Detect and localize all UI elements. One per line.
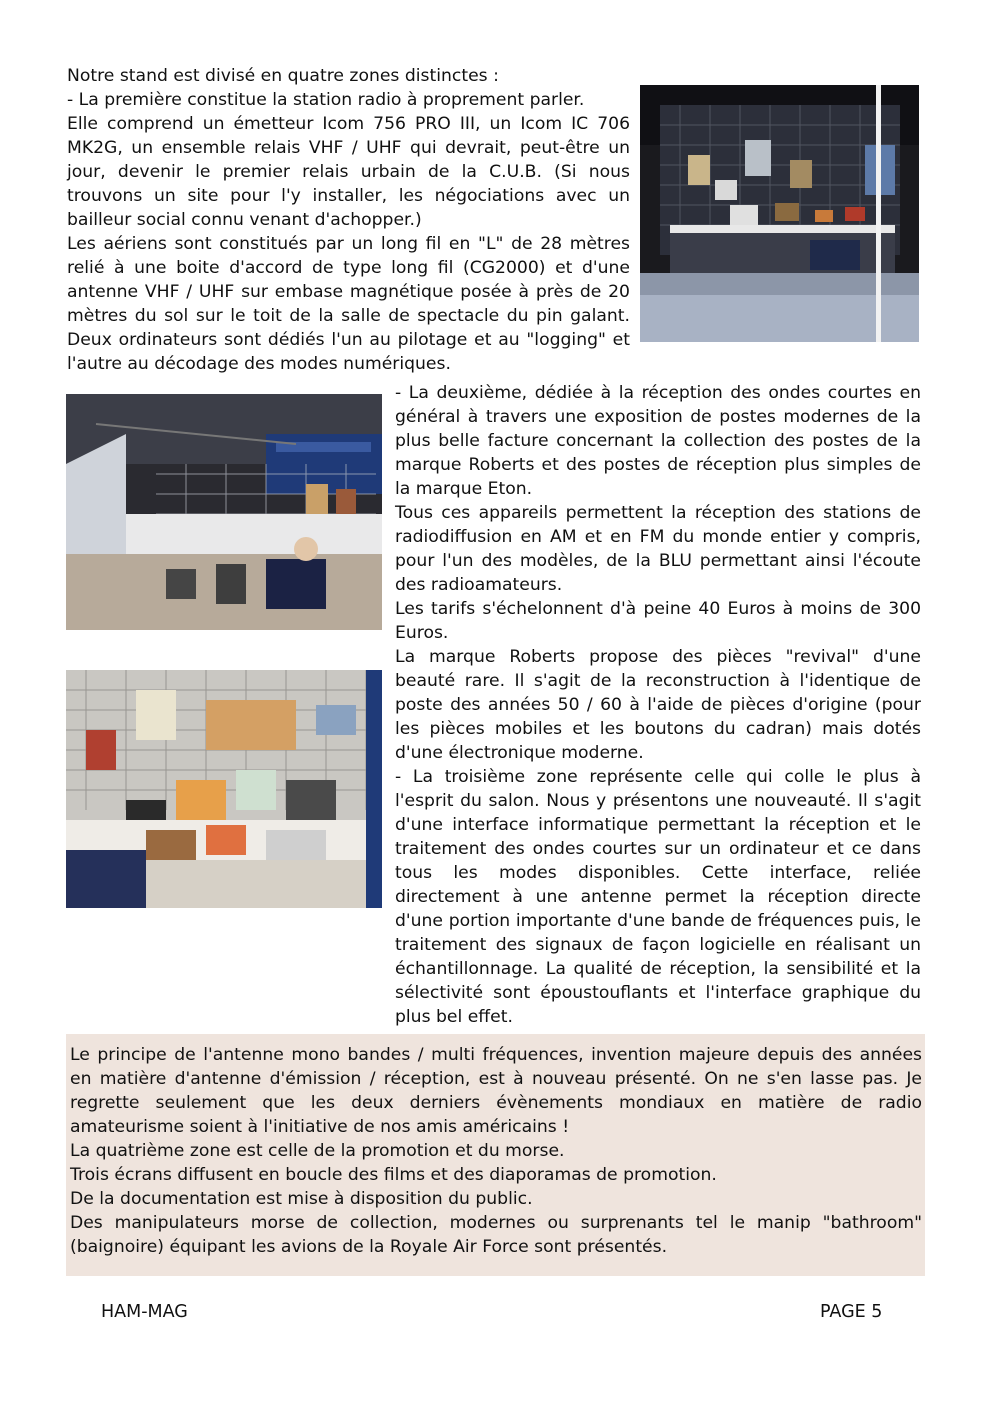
highlight-box: [66, 1034, 925, 1276]
photo-radio-station: [640, 85, 919, 342]
paragraph: - La première constitue la station radio à proprement parler.: [67, 90, 585, 110]
paragraph: - La troisième zone représente celle qui colle le plus à l'esprit du salon. Nous y présentons une nouveauté. Il s'agit d'une interface informatique permettant la réception et le traitement des ondes courtes sur un ordinateur et ce dans tous les modes disponibles. Cette interface, reliée directement à une antenne permet la réception directe d'une portion importante d'une bande de fréquences puis, le traitement des signaux de façon logicielle en réalisant un échantillonnage. La qualité de réception, la sensibilité et la sélectivité sont époustouflants et l'interface graphique du plus bel effet.: [395, 767, 921, 1027]
footer-left: HAM-MAG: [101, 1302, 188, 1322]
paragraph: La quatrième zone est celle de la promotion et du morse.: [70, 1141, 565, 1161]
paragraph: Notre stand est divisé en quatre zones distinctes :: [67, 66, 499, 86]
paragraph: De la documentation est mise à disposition du public.: [70, 1189, 533, 1209]
highlight-box-text: [70, 1043, 922, 1259]
paragraph: La marque Roberts propose des pièces "revival" d'une beauté rare. Il s'agit de la reconstruction à l'identique de poste des années 50 / 60 à l'aide de pièces d'origine (pour les pièces mobiles et les boutons du cadran) mais dotés d'une électronique moderne.: [395, 647, 921, 763]
paragraph: Les tarifs s'échelonnent d'à peine 40 Euros à moins de 300 Euros.: [395, 599, 921, 643]
paragraph: Trois écrans diffusent en boucle des films et des diaporamas de promotion.: [70, 1165, 717, 1185]
zone2-3-text: [395, 381, 921, 1029]
photo-receivers-display: [66, 670, 382, 908]
paragraph: Tous ces appareils permettent la réception des stations de radiodiffusion en AM et en FM du monde entier y compris, pour l'un des modèles, de la BLU permettant ainsi l'écoute des radioamateurs.: [395, 503, 921, 595]
footer-page-number: PAGE 5: [820, 1302, 883, 1322]
paragraph: Les aériens sont constitués par un long fil en "L" de 28 mètres relié à une boite d'accord de type long fil (CG2000) et d'une antenne VHF / UHF sur embase magnétique posée à près de 20 mètres du sol sur le toit de la salle de spectacle du pin galant. Deux ordinateurs sont dédiés l'un au pilotage et au "logging" et l'autre au décodage des modes numériques.: [67, 234, 630, 374]
paragraph: Le principe de l'antenne mono bandes / multi fréquences, invention majeure depuis des années en matière d'antenne d'émission / réception, est à nouveau présenté. On ne s'en lasse pas. Je regrette seulement que les deux derniers évènements mondiaux en matière de radio amateurisme soient à l'initiative de nos amis américains !: [70, 1045, 922, 1137]
paragraph: Des manipulateurs morse de collection, modernes ou surprenants tel le manip "bathroom" (baignoire) équipant les avions de la Royale Air Force sont présentés.: [70, 1213, 922, 1257]
zone1-text: [67, 64, 630, 376]
paragraph: - La deuxième, dédiée à la réception des ondes courtes en général à travers une exposition de postes modernes de la plus belle facture concernant la collection des postes de la marque Roberts et des postes de réception plus simples de la marque Eton.: [395, 383, 921, 499]
photo-stand-hall: [66, 394, 382, 630]
paragraph: Elle comprend un émetteur Icom 756 PRO III, un Icom IC 706 MK2G, un ensemble relais VHF / UHF qui devrait, peut-être un jour, devenir le premier relais urbain de la C.U.B. (Si nous trouvons un site pour l'y installer, les négociations avec un bailleur social connu venant d'achopper.): [67, 114, 630, 230]
